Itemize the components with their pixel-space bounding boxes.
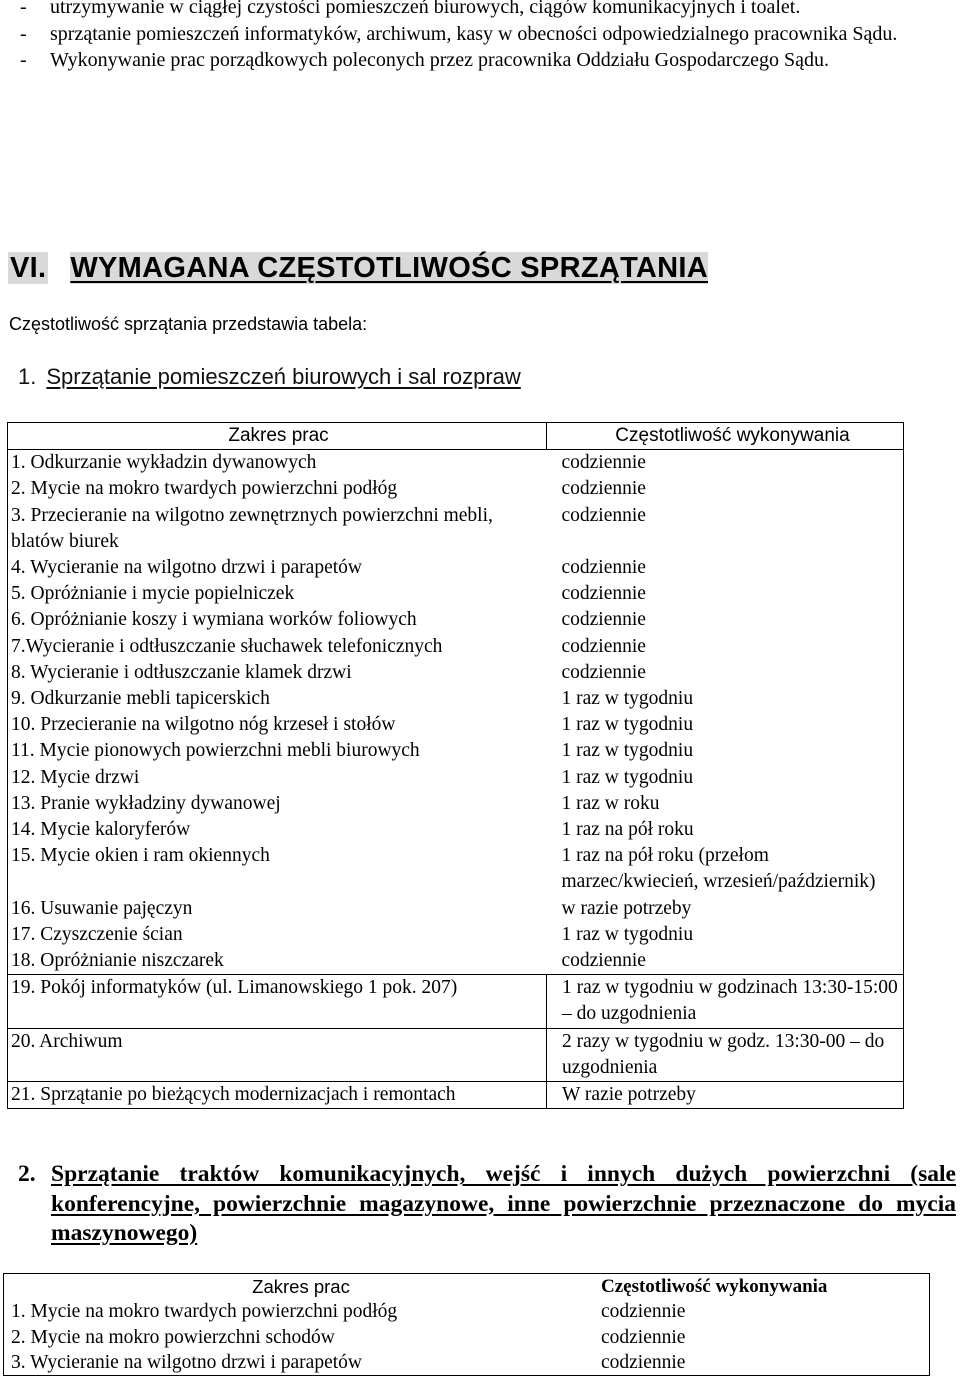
table-row [8,712,904,738]
frequency-cell: 1 raz w tygodniu [547,738,904,764]
table-row [8,581,904,607]
table-row [8,738,904,764]
task-cell: 3. Przecieranie na wilgotno zewnętrznych powierzchni mebli, blatów biurek [8,503,547,555]
header-frequency: Częstotliwość wykonywania [547,423,904,450]
frequency-cell: codziennie [547,948,904,975]
task-cell: 5. Opróżnianie i mycie popielniczek [8,581,547,607]
intro-text: Częstotliwość sprzątania przedstawia tabela: [9,314,368,334]
frequency-cell: codziennie [601,1326,686,1348]
dash-marker: - [20,22,27,45]
subsection-title: Sprzątanie traktów komunikacyjnych, wejść i innych dużych powierzchni (sale konferencyjne, powierzchnie magazynowe, inne powierzchnie przeznaczone do mycia maszynowego) [51,1161,956,1246]
table-row [8,503,904,555]
table-row [8,843,904,895]
frequency-cell: codziennie [547,607,904,633]
subsection-1-heading [18,364,521,390]
frequency-cell: 1 raz w tygodniu [547,922,904,948]
bullet-item [20,21,932,48]
table-row [8,450,904,477]
frequency-cell: W razie potrzeby [547,1082,904,1109]
table-header-row [8,423,904,450]
subsection-number: 1. [18,364,37,389]
task-cell: 20. Archiwum [8,1028,547,1081]
task-cell: 2. Mycie na mokro twardych powierzchni podłóg [8,476,547,502]
bullet-text: Wykonywanie prac porządkowych poleconych przez pracownika Oddziału Gospodarczego Sądu. [50,49,830,71]
frequency-cell: w razie potrzeby [547,896,904,922]
task-cell: 16. Usuwanie pajęczyn [8,896,547,922]
frequency-cell: codziennie [547,581,904,607]
subsection-2-heading [18,1160,956,1249]
section-number: VI. [10,252,47,284]
frequency-cell: codziennie [547,634,904,660]
table-header-row [4,1274,930,1300]
table-row [4,1299,930,1324]
task-cell: 9. Odkurzanie mebli tapicerskich [8,686,547,712]
header-frequency: Częstotliwość wykonywania [601,1276,828,1297]
table-row [8,1082,904,1109]
frequency-cell: 1 raz w roku [547,791,904,817]
task-cell: 2. Mycie na mokro powierzchni schodów [11,1326,335,1348]
frequency-cell: 1 raz w tygodniu [547,765,904,791]
table-row [8,660,904,686]
frequency-cell: codziennie [547,503,904,555]
table-row [8,634,904,660]
task-cell: 14. Mycie kaloryferów [8,817,547,843]
frequency-cell: codziennie [601,1351,686,1373]
frequency-cell: codziennie [547,476,904,502]
task-cell: 1. Odkurzanie wykładzin dywanowych [8,450,547,477]
table-row [8,948,904,975]
table-row [8,791,904,817]
frequency-cell: 2 razy w tygodniu w godz. 13:30-00 – do uzgodnienia [547,1028,904,1081]
bullet-item [20,0,932,21]
task-cell: 7.Wycieranie i odtłuszczanie słuchawek telefonicznych [8,634,547,660]
table-row [8,1028,904,1081]
task-cell: 10. Przecieranie na wilgotno nóg krzeseł i stołów [8,712,547,738]
frequency-cell: codziennie [601,1301,686,1323]
task-cell: 1. Mycie na mokro twardych powierzchni podłóg [11,1301,398,1323]
table-row [8,607,904,633]
subsection-title: Sprzątanie pomieszczeń biurowych i sal rozpraw [46,364,521,389]
table-row [8,555,904,581]
task-cell: 18. Opróżnianie niszczarek [8,948,547,975]
section-heading [8,252,708,285]
frequency-cell: 1 raz w tygodniu [547,712,904,738]
table-row [8,765,904,791]
task-cell: 19. Pokój informatyków (ul. Limanowskiego 1 pok. 207) [8,975,547,1028]
frequency-cell: 1 raz na pół roku [547,817,904,843]
task-cell: 4. Wycieranie na wilgotno drzwi i parapetów [8,555,547,581]
header-scope: Zakres prac [252,1276,350,1297]
table-row [8,896,904,922]
task-cell: 6. Opróżnianie koszy i wymiana worków foliowych [8,607,547,633]
frequency-cell: 1 raz w tygodniu [547,686,904,712]
table-row [8,975,904,1028]
header-scope: Zakres prac [8,423,547,450]
table-row [8,476,904,502]
task-cell: 3. Wycieranie na wilgotno drzwi i parapetów [11,1351,362,1373]
section-title: WYMAGANA CZĘSTOTLIWOŚC SPRZĄTANIA [70,252,709,284]
table-row [8,686,904,712]
bullet-text: sprzątanie pomieszczeń informatyków, archiwum, kasy w obecności odpowiedzialnego pracownika Sądu. [50,22,898,45]
task-cell: 13. Pranie wykładziny dywanowej [8,791,547,817]
frequency-cell: codziennie [547,450,904,477]
table-row [4,1350,930,1376]
table-row [4,1325,930,1350]
table-row [8,922,904,948]
task-cell: 21. Sprzątanie po bieżących modernizacjach i remontach [8,1082,547,1109]
frequency-table-1 [7,422,904,1109]
bullet-list [20,0,932,74]
task-cell: 15. Mycie okien i ram okiennych [8,843,547,895]
subsection-number: 2. [18,1161,36,1187]
task-cell: 8. Wycieranie i odtłuszczanie klamek drzwi [8,660,547,686]
frequency-cell: codziennie [547,660,904,686]
frequency-table-2 [3,1273,930,1376]
task-cell: 11. Mycie pionowych powierzchni mebli biurowych [8,738,547,764]
bullet-text: utrzymywanie w ciągłej czystości pomieszczeń biurowych, ciągów komunikacyjnych i toalet. [50,0,801,18]
task-cell: 17. Czyszczenie ścian [8,922,547,948]
frequency-cell: 1 raz na pół roku (przełom marzec/kwiecień, wrzesień/październik) [547,843,904,895]
bullet-item [20,47,932,74]
table-row [8,817,904,843]
frequency-cell: codziennie [547,555,904,581]
task-cell: 12. Mycie drzwi [8,765,547,791]
dash-marker: - [20,49,27,71]
frequency-cell: 1 raz w tygodniu w godzinach 13:30-15:00 – do uzgodnienia [547,975,904,1028]
dash-marker: - [20,0,27,18]
